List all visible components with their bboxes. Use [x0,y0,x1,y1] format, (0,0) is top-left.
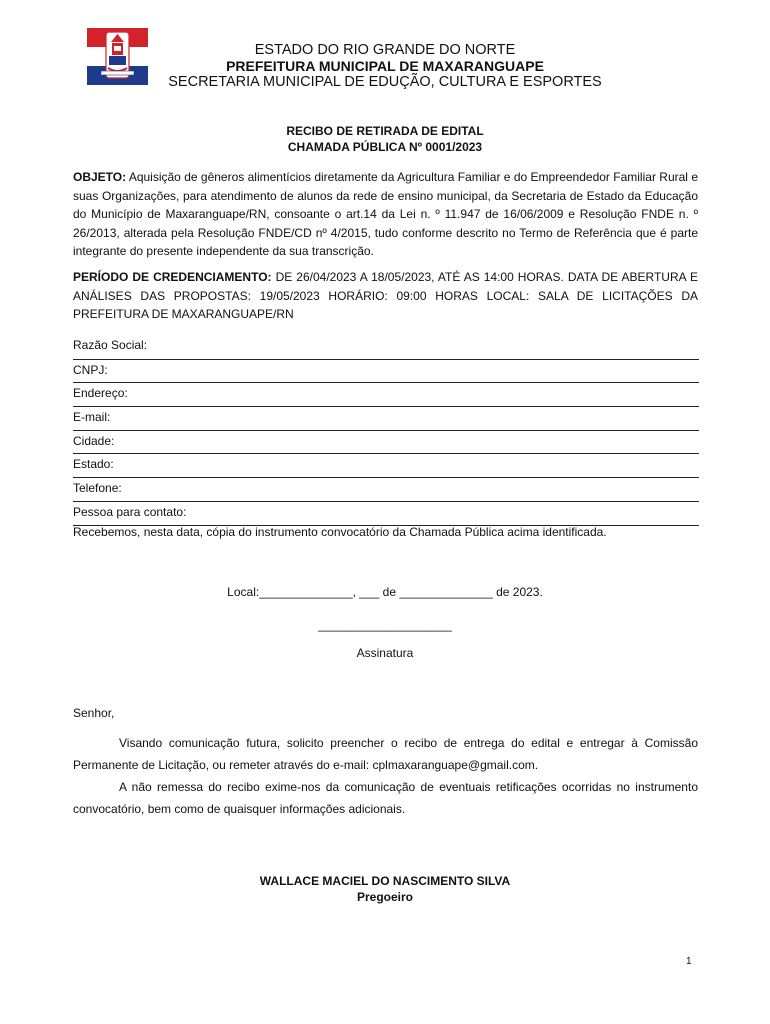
letter-paragraph-1: Visando comunicação futura, solicito preencher o recibo de entrega do edital e entregar à Comissão Permanente de Licitação, ou remeter através do e-mail: cplmaxaranguape@gmail.com. [73,736,698,772]
periodo-paragraph [73,268,698,324]
objeto-text: Aquisição de gêneros alimentícios diretamente da Agricultura Familiar e do Empreendedor Familiar Rural e suas Organizações, para atendimento de alunos da rede de ensino municipal, da Secretaria de Estado da Educação do Município de Maxaranguape/RN, consoante o art.14 da Lei n. º 11.947 de 16/06/2009 e Resolução FNDE n. º 26/2013, alterada pela Resolução FNDE/CD nº 4/2015, tudo conforme descrito no Termo de Referência que é parte integrante do presente independente da sua transcrição. [73,170,698,258]
registration-form [73,335,699,526]
field-razao-social[interactable]: Razão Social: [73,338,148,352]
field-endereco[interactable]: Endereço: [73,382,699,406]
field-cnpj[interactable]: CNPJ: [73,359,699,383]
field-estado[interactable]: Estado: [73,453,699,477]
periodo-text: DE 26/04/2023 A 18/05/2023, ATÉ AS 14:00 HORAS. DATA DE ABERTURA E ANÁLISES DAS PROPOSTAS: 19/05/2023 HORÁRIO: 09:00 HORAS LOCAL: SALA DE LICITAÇÕES DA PREFEITURA DE MAXARANGUAPE/RN [73,270,698,321]
field-cidade[interactable]: Cidade: [73,430,699,454]
local-date-line: Local:______________, ___ de ______________ de 2023. [227,585,543,599]
signer-role: Pregoeiro [356,890,413,904]
objeto-label: OBJETO: [73,170,127,184]
periodo-label: PERÍODO DE CREDENCIAMENTO: [73,270,272,284]
document-subtitle: CHAMADA PÚBLICA Nº 0001/2023 [287,140,483,154]
field-telefone[interactable]: Telefone: [73,477,699,501]
page-number: 1 [686,956,692,967]
field-pessoa-contato[interactable]: Pessoa para contato: [73,501,699,525]
letter-paragraph-2: A não remessa do recibo exime-nos da comunicação de eventuais retificações ocorridas no instrumento convocatório, bem como de quaisquer informações adicionais. [73,780,698,816]
signature-label: Assinatura [356,646,414,660]
letter-salutation: Senhor, [73,706,115,720]
signature-line: ____________________ [318,618,452,632]
municipal-flag-logo [87,28,148,85]
receipt-statement: Recebemos, nesta data, cópia do instrumento convocatório da Chamada Pública acima identificada. [73,525,607,539]
document-title: RECIBO DE RETIRADA DE EDITAL [286,124,484,138]
field-email[interactable]: E-mail: [73,406,699,430]
objeto-paragraph [73,168,698,261]
signer-name: WALLACE MACIEL DO NASCIMENTO SILVA [259,874,511,888]
header-secretaria: SECRETARIA MUNICIPAL DE EDUÇÃO, CULTURA E ESPORTES [168,74,602,90]
header-state: ESTADO DO RIO GRANDE DO NORTE [254,42,516,58]
header-prefeitura: PREFEITURA MUNICIPAL DE MAXARANGUAPE [226,58,544,74]
